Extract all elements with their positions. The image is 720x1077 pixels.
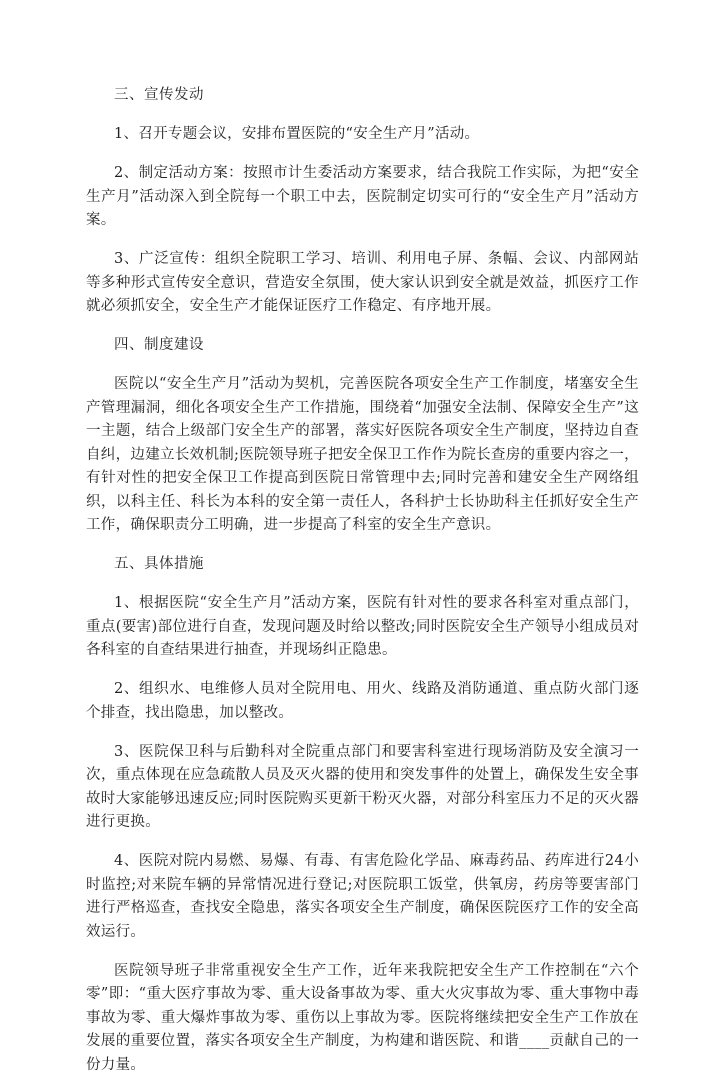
paragraph: 4、医院对院内易燃、易爆、有毒、有害危险化学品、麻毒药品、药库进行24小时监控;对来院车辆的异常情况进行登记;对医院职工饭堂，供氧房，药房等要害部门进行严格巡查，查找安全隐患，落实各项安全生产制度，确保医院医疗工作的安全高效运行。 — [86, 850, 639, 944]
paragraph: 医院领导班子非常重视安全生产工作，近年来我院把安全生产工作控制在“六个零”即：“重大医疗事故为零、重大设备事故为零、重大火灾事故为零、重大事物中毒事故为零、重大爆炸事故为零、重伤以上事故为零。医院将继续把安全生产工作放在发展的重要位置，落实各项安全生产制度，为构建和谐医院、和谐____贡献自己的一份力量。 — [86, 960, 639, 1077]
paragraph: 2、组织水、电维修人员对全院用电、用火、线路及消防通道、重点防火部门逐个排查，找出隐患，加以整改。 — [86, 678, 639, 725]
section-heading-system-building: 四、制度建设 — [86, 334, 639, 358]
paragraph: 3、医院保卫科与后勤科对全院重点部门和要害科室进行现场消防及安全演习一次，重点体现在应急疏散人员及灭火器的使用和突发事件的处置上，确保发生安全事故时大家能够迅速反应;同时医院购买更新干粉灭火器，对部分科室压力不足的灭火器进行更换。 — [86, 741, 639, 835]
document-page — [86, 84, 639, 1077]
section-heading-publicity: 三、宣传发动 — [86, 84, 639, 108]
paragraph: 2、制定活动方案：按照市计生委活动方案要求，结合我院工作实际，为把“安全生产月”活动深入到全院每一个职工中去，医院制定切实可行的“安全生产月”活动方案。 — [86, 162, 639, 233]
paragraph: 3、广泛宣传：组织全院职工学习、培训、利用电子屏、条幅、会议、内部网站等多种形式宣传安全意识，营造安全氛围，使大家认识到安全就是效益，抓医疗工作就必须抓安全，安全生产才能保证医疗工作稳定、有序地开展。 — [86, 248, 639, 319]
paragraph: 医院以“安全生产月”活动为契机，完善医院各项安全生产工作制度，堵塞安全生产管理漏洞，细化各项安全生产工作措施，围绕着“加强安全法制、保障安全生产”这一主题，结合上级部门安全生产的部署，落实好医院各项安全生产制度，坚持边自查自纠，边建立长效机制;医院领导班子把安全保卫工作作为院长查房的重要内容之一，有针对性的把安全保卫工作提高到医院日常管理中去;同时完善和建安全生产网络组织，以科主任、科长为本科的安全第一责任人，各科护士长协助科主任抓好安全生产工作，确保职责分工明确，进一步提高了科室的安全生产意识。 — [86, 373, 639, 538]
paragraph: 1、根据医院“安全生产月”活动方案，医院有针对性的要求各科室对重点部门，重点(要害)部位进行自查，发现问题及时给以整改;同时医院安全生产领导小组成员对各科室的自查结果进行抽查，并现场纠正隐患。 — [86, 592, 639, 663]
section-heading-specific-measures: 五、具体措施 — [86, 553, 639, 577]
paragraph: 1、召开专题会议，安排布置医院的“安全生产月”活动。 — [86, 123, 639, 147]
